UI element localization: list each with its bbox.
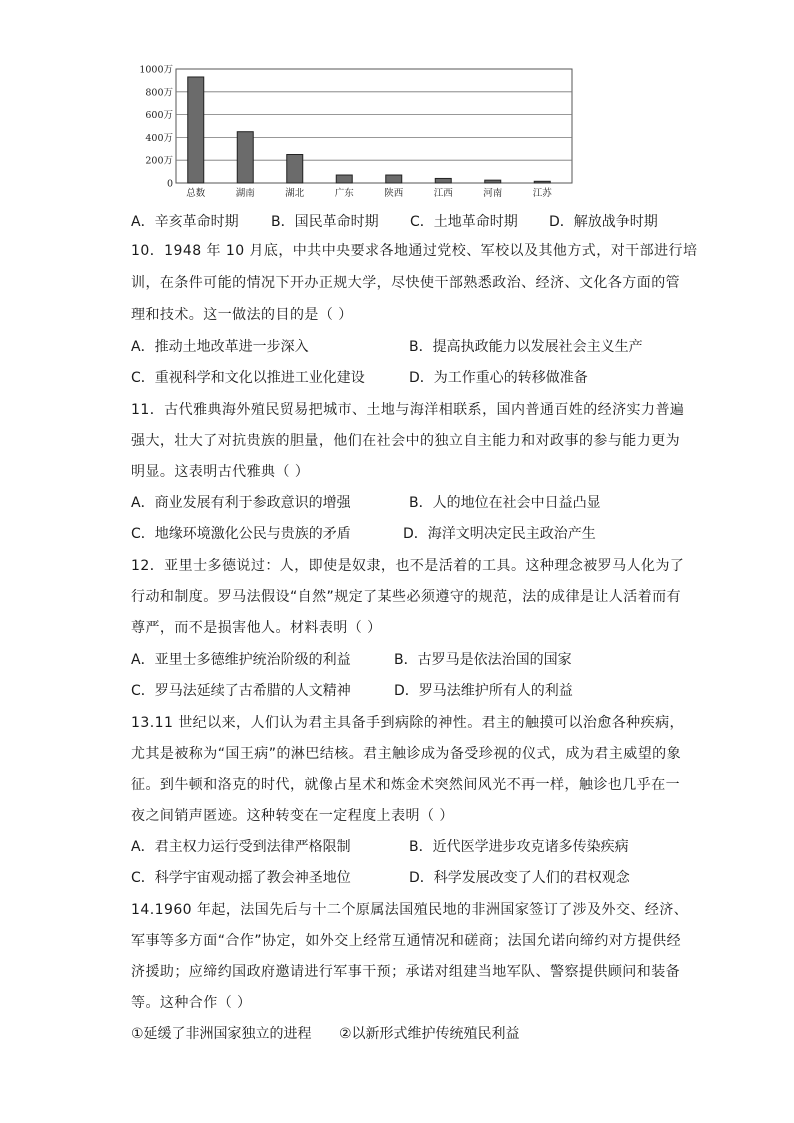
q12-option-b[interactable]: B．古罗马是依法治国的国家: [394, 652, 572, 668]
q10-stem-line-2: 训，在条件可能的情况下开办正规大学，尽快使干部熟悉政治、经济、文化各方面的管: [131, 275, 681, 291]
q14-stem-line-1: 14.1960 年起，法国先后与十二个原属法国殖民地的非洲国家签订了涉及外交、经济、: [131, 902, 689, 918]
q10-option-b[interactable]: B．提高执政能力以发展社会主义生产: [409, 339, 643, 355]
y-tick-label: 400万: [145, 132, 173, 144]
q13-stem-line-1: 13.11 世纪以来，人们认为君主具备手到病除的神性。君主的触摸可以治愈各种疾病，: [131, 715, 684, 731]
x-tick-label: 总数: [186, 188, 206, 199]
bar: [435, 178, 451, 183]
q13-stem-line-4: 夜之间销声匿迹。这种转变在一定程度上表明（ ）: [131, 808, 454, 824]
bar: [287, 155, 303, 184]
q11-stem-line-3: 明显。这表明古代雅典（ ）: [131, 464, 310, 480]
q10-option-c[interactable]: C．重视科学和文化以推进工业化建设: [131, 370, 365, 386]
q12-stem-line-2: 行动和制度。罗马法假设“自然”规定了某些必须遵守的规范，法的成律是让人活着而有: [131, 589, 682, 605]
q13-option-b[interactable]: B．近代医学进步攻克诸多传染疾病: [409, 839, 629, 855]
q10-option-d[interactable]: D．为工作重心的转移做准备: [409, 370, 588, 386]
y-tick-label: 600万: [145, 110, 173, 122]
q14-stem-line-4: 等。这种合作（ ）: [131, 995, 252, 1011]
q13-stem-line-3: 征。到牛顿和洛克的时代，就像占星术和炼金术突然间风光不再一样，触诊也几乎在一: [131, 777, 681, 793]
bar: [237, 132, 253, 183]
q11-stem-line-2: 强大，壮大了对抗贵族的胆量，他们在社会中的独立自主能力和对政事的参与能力更为: [131, 433, 681, 449]
q13-stem-line-2: 尤其是被称为“国王病”的淋巴结核。君主触诊成为备受珍视的仪式，成为君主威望的象: [131, 746, 682, 762]
q12-option-d[interactable]: D．罗马法维护所有人的利益: [394, 683, 573, 699]
q9-option-b[interactable]: B．国民革命时期: [271, 214, 379, 230]
x-tick-label: 湖北: [285, 188, 305, 199]
x-tick-label: 陕西: [384, 188, 404, 199]
y-tick-label: 200万: [145, 155, 173, 167]
q14-stem-line-2: 军事等多方面“合作”协定，如外交上经常互通情况和磋商；法国允诺向缔约对方提供经: [131, 933, 682, 949]
q10-stem-line-1: 10．1948 年 10 月底，中共中央要求各地通过党校、军校以及其他方式，对干部进行培: [131, 243, 698, 259]
q13-option-d[interactable]: D．科学发展改变了人们的君权观念: [409, 870, 630, 886]
x-tick-label: 江苏: [532, 188, 552, 199]
q14-statement-1: ①延缓了非洲国家独立的进程: [131, 1026, 312, 1042]
q11-option-c[interactable]: C．地缘环境激化公民与贵族的矛盾: [131, 526, 351, 542]
bar: [534, 181, 550, 183]
x-tick-label: 江西: [433, 188, 453, 199]
q11-option-a[interactable]: A．商业发展有利于参政意识的增强: [131, 495, 351, 511]
q12-option-c[interactable]: C．罗马法延续了古希腊的人文精神: [131, 683, 351, 699]
q13-option-a[interactable]: A．君主权力运行受到法律严格限制: [131, 839, 351, 855]
q11-option-d[interactable]: D．海洋文明决定民主政治产生: [403, 526, 596, 542]
y-tick-label: 800万: [145, 87, 173, 99]
q10-option-a[interactable]: A．推动土地改革进一步深入: [131, 339, 309, 355]
bar: [386, 175, 402, 183]
x-tick-label: 广东: [334, 188, 354, 199]
q9-option-a[interactable]: A．辛亥革命时期: [131, 214, 239, 230]
q12-option-a[interactable]: A．亚里士多德维护统治阶级的利益: [131, 652, 351, 668]
y-tick-label: 1000万: [139, 64, 173, 76]
q13-option-c[interactable]: C．科学宇宙观动摇了教会神圣地位: [131, 870, 351, 886]
q12-stem-line-1: 12．亚里士多德说过：人，即使是奴隶，也不是活着的工具。这种理念被罗马人化为了: [131, 558, 685, 574]
q9-option-d[interactable]: D．解放战争时期: [549, 214, 658, 230]
q14-stem-line-3: 济援助；应缔约国政府邀请进行军事干预；承诺对组建当地军队、警察提供顾问和装备: [131, 964, 681, 980]
plot-frame: [176, 69, 572, 183]
q11-stem-line-1: 11．古代雅典海外殖民贸易把城市、土地与海洋相联系，国内普通百姓的经济实力普遍: [131, 402, 685, 418]
population-bar-chart: [128, 60, 580, 200]
q12-stem-line-3: 尊严，而不是损害他人。材料表明（ ）: [131, 620, 382, 636]
y-tick-label: 0: [166, 178, 173, 190]
x-tick-label: 河南: [483, 188, 503, 199]
q14-statement-2: ②以新形式维护传统殖民利益: [339, 1026, 520, 1042]
bar: [336, 175, 352, 183]
q9-option-c[interactable]: C．土地革命时期: [410, 214, 518, 230]
q10-stem-line-3: 理和技术。这一做法的目的是（ ）: [131, 307, 353, 323]
bar: [188, 77, 204, 183]
bar: [485, 180, 501, 183]
x-tick-label: 湖南: [235, 188, 255, 199]
q11-option-b[interactable]: B．人的地位在社会中日益凸显: [409, 495, 601, 511]
